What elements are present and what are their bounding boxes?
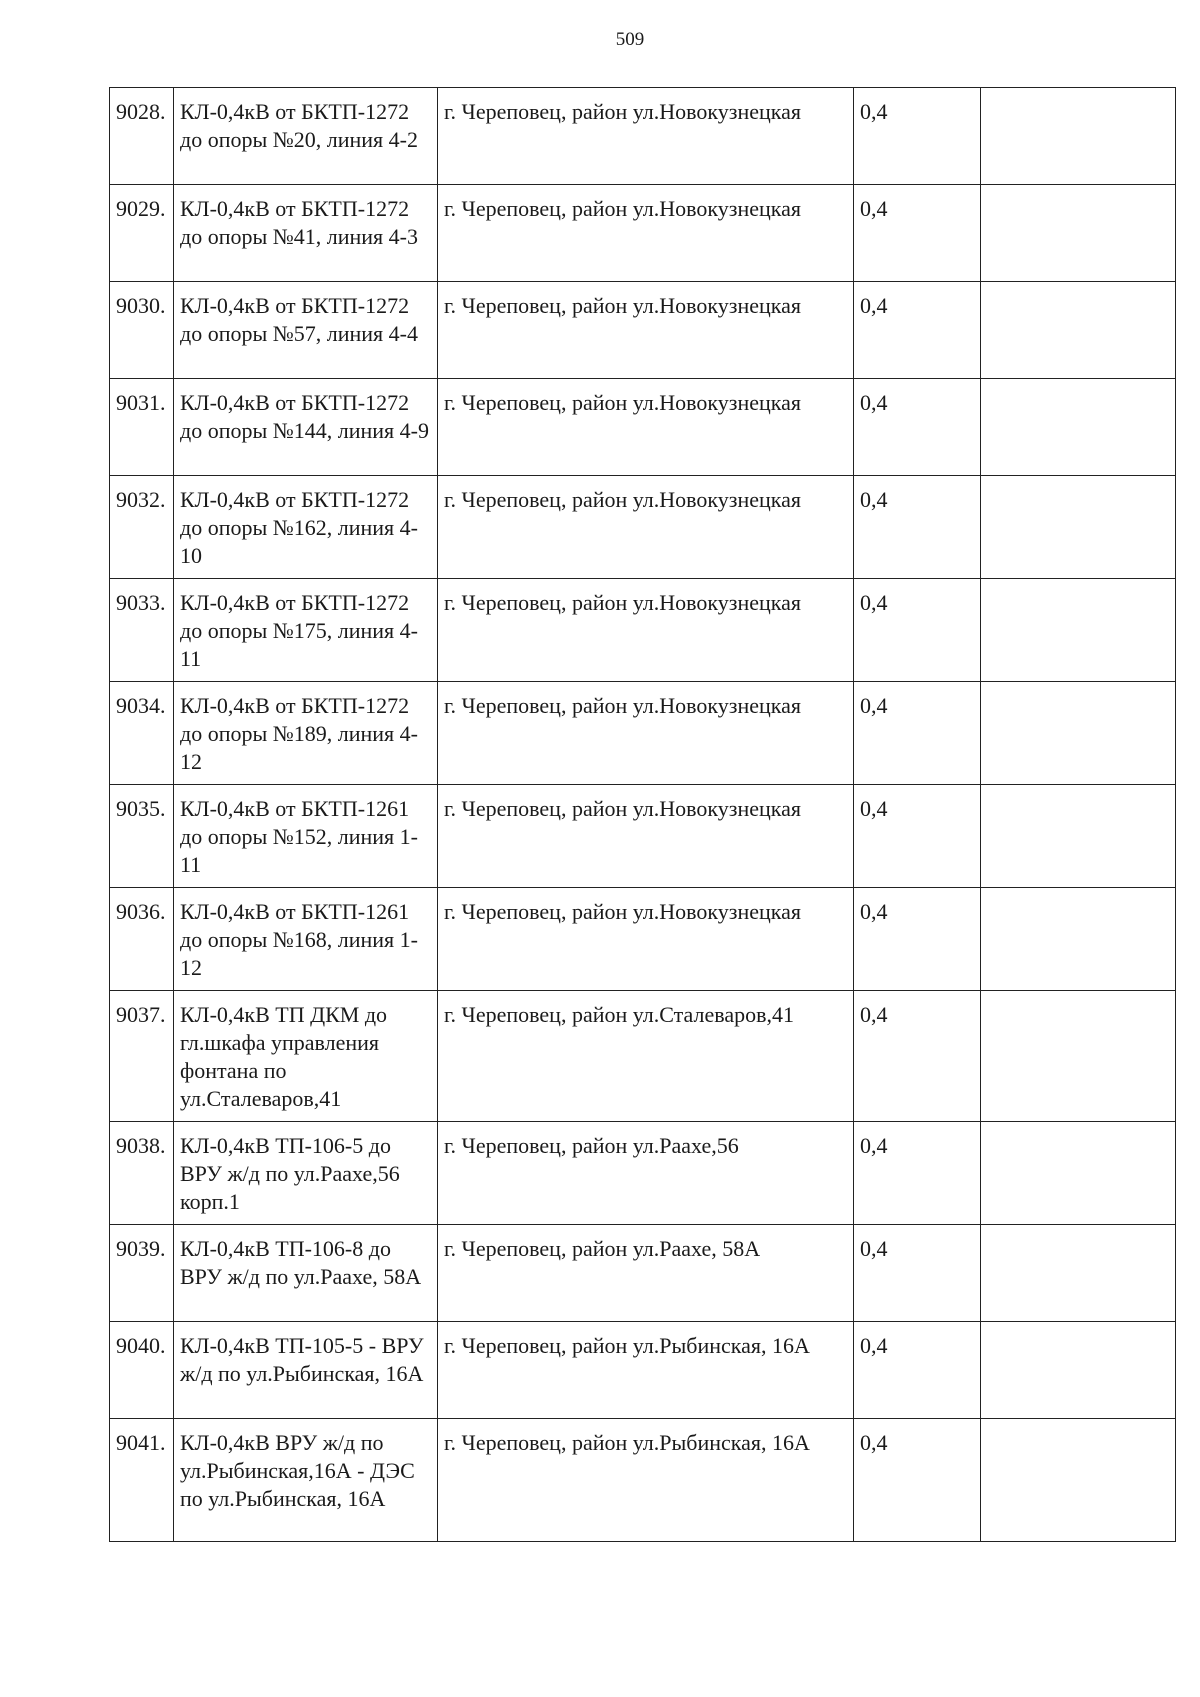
table-row [110, 1322, 1176, 1419]
address-cell: г. Череповец, район ул.Раахе, 58А [438, 1225, 854, 1322]
voltage-cell: 0,4 [854, 476, 981, 579]
table-row [110, 888, 1176, 991]
voltage-cell: 0,4 [854, 579, 981, 682]
cable-line-name-cell: КЛ-0,4кВ от БКТП-1272 до опоры №144, линия 4-9 [174, 379, 438, 476]
table-row [110, 379, 1176, 476]
row-number-cell: 9029. [110, 185, 174, 282]
voltage-cell: 0,4 [854, 1322, 981, 1419]
empty-cell [981, 785, 1176, 888]
empty-cell [981, 1225, 1176, 1322]
cable-line-name-cell: КЛ-0,4кВ от БКТП-1272 до опоры №20, линия 4-2 [174, 88, 438, 185]
row-number-cell: 9028. [110, 88, 174, 185]
table-row [110, 991, 1176, 1122]
cable-line-name-cell: КЛ-0,4кВ от БКТП-1272 до опоры №57, линия 4-4 [174, 282, 438, 379]
voltage-cell: 0,4 [854, 185, 981, 282]
address-cell: г. Череповец, район ул.Новокузнецкая [438, 88, 854, 185]
row-number-cell: 9037. [110, 991, 174, 1122]
cable-line-name-cell: КЛ-0,4кВ ТП ДКМ до гл.шкафа управления фонтана по ул.Сталеваров,41 [174, 991, 438, 1122]
registry-table-body [110, 88, 1176, 1542]
table-row [110, 476, 1176, 579]
table-row [110, 282, 1176, 379]
row-number-cell: 9036. [110, 888, 174, 991]
cable-line-name-cell: КЛ-0,4кВ ТП-106-5 до ВРУ ж/д по ул.Раахе,56 корп.1 [174, 1122, 438, 1225]
voltage-cell: 0,4 [854, 785, 981, 888]
page-number: 509 [615, 29, 645, 50]
voltage-cell: 0,4 [854, 682, 981, 785]
empty-cell [981, 888, 1176, 991]
registry-table [109, 87, 1176, 1542]
voltage-cell: 0,4 [854, 379, 981, 476]
voltage-cell: 0,4 [854, 88, 981, 185]
cable-line-name-cell: КЛ-0,4кВ от БКТП-1272 до опоры №175, линия 4-11 [174, 579, 438, 682]
empty-cell [981, 1122, 1176, 1225]
row-number-cell: 9033. [110, 579, 174, 682]
voltage-cell: 0,4 [854, 888, 981, 991]
address-cell: г. Череповец, район ул.Новокузнецкая [438, 476, 854, 579]
empty-cell [981, 1419, 1176, 1542]
empty-cell [981, 1322, 1176, 1419]
table-row [110, 185, 1176, 282]
table-row [110, 682, 1176, 785]
address-cell: г. Череповец, район ул.Новокузнецкая [438, 379, 854, 476]
row-number-cell: 9038. [110, 1122, 174, 1225]
voltage-cell: 0,4 [854, 991, 981, 1122]
cable-line-name-cell: КЛ-0,4кВ от БКТП-1272 до опоры №41, линия 4-3 [174, 185, 438, 282]
cable-line-name-cell: КЛ-0,4кВ от БКТП-1261 до опоры №168, линия 1-12 [174, 888, 438, 991]
cable-line-name-cell: КЛ-0,4кВ ТП-106-8 до ВРУ ж/д по ул.Раахе, 58А [174, 1225, 438, 1322]
address-cell: г. Череповец, район ул.Новокузнецкая [438, 888, 854, 991]
empty-cell [981, 682, 1176, 785]
address-cell: г. Череповец, район ул.Новокузнецкая [438, 785, 854, 888]
empty-cell [981, 379, 1176, 476]
voltage-cell: 0,4 [854, 1122, 981, 1225]
address-cell: г. Череповец, район ул.Новокузнецкая [438, 579, 854, 682]
table-row [110, 1419, 1176, 1542]
table-row [110, 1122, 1176, 1225]
address-cell: г. Череповец, район ул.Раахе,56 [438, 1122, 854, 1225]
table-row [110, 88, 1176, 185]
table-row [110, 579, 1176, 682]
voltage-cell: 0,4 [854, 1225, 981, 1322]
empty-cell [981, 88, 1176, 185]
empty-cell [981, 579, 1176, 682]
address-cell: г. Череповец, район ул.Новокузнецкая [438, 682, 854, 785]
voltage-cell: 0,4 [854, 1419, 981, 1542]
row-number-cell: 9040. [110, 1322, 174, 1419]
empty-cell [981, 476, 1176, 579]
cable-line-name-cell: КЛ-0,4кВ от БКТП-1261 до опоры №152, линия 1-11 [174, 785, 438, 888]
cable-line-name-cell: КЛ-0,4кВ от БКТП-1272 до опоры №162, линия 4-10 [174, 476, 438, 579]
empty-cell [981, 991, 1176, 1122]
empty-cell [981, 282, 1176, 379]
row-number-cell: 9039. [110, 1225, 174, 1322]
row-number-cell: 9041. [110, 1419, 174, 1542]
address-cell: г. Череповец, район ул.Новокузнецкая [438, 282, 854, 379]
address-cell: г. Череповец, район ул.Рыбинская, 16А [438, 1322, 854, 1419]
table-row [110, 1225, 1176, 1322]
row-number-cell: 9032. [110, 476, 174, 579]
voltage-cell: 0,4 [854, 282, 981, 379]
row-number-cell: 9030. [110, 282, 174, 379]
address-cell: г. Череповец, район ул.Сталеваров,41 [438, 991, 854, 1122]
table-row [110, 785, 1176, 888]
cable-line-name-cell: КЛ-0,4кВ ТП-105-5 - ВРУ ж/д по ул.Рыбинская, 16А [174, 1322, 438, 1419]
row-number-cell: 9034. [110, 682, 174, 785]
row-number-cell: 9035. [110, 785, 174, 888]
cable-line-name-cell: КЛ-0,4кВ ВРУ ж/д по ул.Рыбинская,16А - ДЭС по ул.Рыбинская, 16А [174, 1419, 438, 1542]
address-cell: г. Череповец, район ул.Новокузнецкая [438, 185, 854, 282]
row-number-cell: 9031. [110, 379, 174, 476]
empty-cell [981, 185, 1176, 282]
address-cell: г. Череповец, район ул.Рыбинская, 16А [438, 1419, 854, 1542]
cable-line-name-cell: КЛ-0,4кВ от БКТП-1272 до опоры №189, линия 4-12 [174, 682, 438, 785]
